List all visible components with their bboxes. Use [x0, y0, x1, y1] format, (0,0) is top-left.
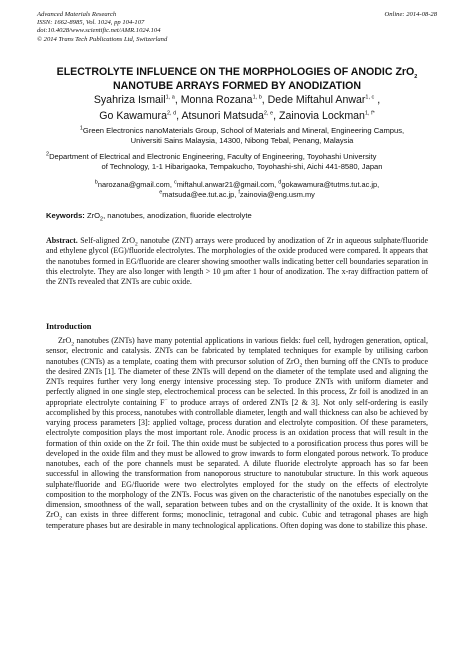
- email-mark: e: [159, 189, 163, 196]
- body-text: to produce arrays of ordered ZNTs [2 & 3]. Not only self-ordering is easily accomplished by this process, nanotubes with controllable diameter, length and wall thickness can also be achieved by varying process parameters [3]: applied voltage, process duration and electrolyte composition. Of these parameters, electrolyte composition plays the most important role. Anodic process is an oxidation process that will result in the formation of thin oxide on the Zr foil. The thin oxide must be subjected to a porosification process thus pores will be developed in the oxide film and they must be allowed to grow inwards to form elongated porous network. To produce nanotubes, each of the pore channels must be separated. A dilute fluoride electrolyte approach has so far been successful in allowing the transformation from nanoporous structure to nanotubular structure. In this work aqueous sulphate/fluoride and EG/fluoride were two electrolytes employed for the study on the effects of electrolyte composition to the morphology of the ZNTs. Focus was given on the characteristic of the nanotubes especially on the dimension, smoothness of the wall, separation between tubes and on the crystallinity of the oxide. It is known that ZrO: [46, 397, 428, 520]
- body-subscript: 2: [59, 515, 63, 522]
- author-name: Go Kawamura: [99, 110, 167, 122]
- journal-name: Advanced Materials Research: [37, 11, 117, 18]
- affiliation-1: [46, 126, 438, 146]
- abstract-label: Abstract.: [46, 236, 78, 245]
- author-affil-mark: 1, c: [365, 94, 375, 101]
- email-mark: c: [173, 179, 177, 186]
- body-superscript: −: [164, 396, 168, 403]
- email: zainovia@eng.usm.my: [239, 190, 315, 199]
- abstract-subscript: 2: [135, 241, 138, 248]
- author-list-line-2: [30, 109, 444, 123]
- journal-issn: ISSN: 1662-8985, Vol. 1024, pp 104-107: [37, 19, 145, 27]
- author-name: , Atsunori Matsuda: [176, 110, 264, 122]
- author-list: [30, 93, 444, 107]
- journal-header: [37, 11, 437, 44]
- author-name: [99, 110, 375, 122]
- keywords-subscript: 2: [100, 216, 104, 223]
- body-subscript: 2: [71, 341, 75, 348]
- abstract-text-rest: nanotube (ZNT) arrays were produced by anodization of Zr in aqueous sulphate/fluoride and ethylene glycol (EG)/fluoride electrolytes. The morphologies of the oxide produced were compared. It appears that the nanotubes formed in EG/fluoride are clearer showing smoother walls indicating better cell boundaries separation in this electrolyte. They are also longer with length > 10 μm after 1 hour of anodization. The x-ray diffraction pattern of the ZNTs revealed that ZNTs are cubic oxide.: [46, 236, 428, 287]
- email-mark: d: [278, 179, 282, 186]
- journal-copyright: © 2014 Trans Tech Publications Ltd, Switzerland: [37, 35, 168, 43]
- abstract: [46, 236, 428, 287]
- title-line-2: NANOTUBE ARRAYS FORMED BY ANODIZATION: [113, 80, 361, 92]
- author-affil-mark: 1, a: [165, 94, 175, 101]
- body-text: nanotubes (ZNTs) have many potential applications in various fields: fuel cell, hydrogen generation, optical, sensor, electronic and catalysis. ZNTs can be fabricated by templated techniques for example by utilising carbon nanotubes (CNTs) as a template, coating them with precursor solution of ZrO: [46, 336, 428, 366]
- keywords-text-rest: , nanotubes, anodization, fluoride electrolyte: [103, 211, 252, 220]
- keywords-label: Keywords:: [46, 211, 87, 220]
- body-text: can exists in three different forms; monoclinic, tetragonal and cubic. Cubic and tetragonal phases are high temperature phases but are desirable in many technological applications. Often doping was done to stabilize this phase.: [46, 510, 428, 530]
- affil-1-line-2: Universiti Sains Malaysia, 14300, Nibong Tebal, Penang, Malaysia: [130, 136, 354, 145]
- author-name: , Zainovia Lockman: [273, 110, 365, 122]
- email-mark: b: [94, 179, 98, 186]
- affil-mark: 2: [46, 151, 50, 158]
- affil-2-line-1: Department of Electrical and Electronic Engineering, Faculty of Engineering, Toyohashi University: [49, 152, 377, 161]
- author-affil-mark: 2, d: [166, 110, 177, 117]
- affil-2-line-2: of Technology, 1-1 Hibarigaoka, Tempakucho, Toyohashi-shi, Aichi 441-8580, Japan: [101, 162, 383, 171]
- affil-1-line-1: Green Electronics nanoMaterials Group, School of Materials and Mineral, Engineering Campus,: [82, 126, 405, 135]
- email-mark: f: [238, 189, 240, 196]
- body-text: then burning off the CNTs to produce the desired ZNTs [1]. The diameter of these ZNTs will depend on the diameter of the template used and aligning the ZNTs requires further very long energy intensive processing step. To produce ZNTs with uniform diameter and perfectly aligned in one single step, electrochemical process can be selected. In this process, Zr foil is anodized in an appropriate electrolyte containing F: [46, 356, 428, 407]
- journal-doi: doi:10.4028/www.scientific.net/AMR.1024.104: [37, 27, 161, 35]
- introduction-body: [46, 336, 428, 531]
- email-list: [30, 180, 444, 200]
- email: miftahul.anwar21@gmail.com,: [176, 180, 279, 189]
- author-name: , Monna Rozana: [174, 94, 253, 106]
- email: gokawamura@tutms.tut.ac.jp,: [281, 180, 380, 189]
- keywords: [46, 211, 438, 221]
- body-text: ZrO: [58, 336, 72, 345]
- author-separator: ,: [377, 94, 381, 106]
- section-heading: Introduction: [46, 322, 92, 331]
- author-name: Syahriza Ismail: [93, 94, 166, 106]
- author-affil-mark: 1, f*: [364, 110, 375, 117]
- author-affil-mark: 1, b: [252, 94, 262, 101]
- online-date: Online: 2014-08-28: [384, 11, 437, 18]
- title-subscript: 2: [414, 74, 418, 81]
- affiliation-2: [46, 152, 438, 172]
- email: narozana@gmail.com,: [97, 180, 174, 189]
- abstract-text: Self-aligned ZrO: [77, 236, 136, 245]
- author-affil-mark: 2, e: [263, 110, 274, 117]
- body-subscript: 2: [299, 362, 303, 369]
- affil-mark: 1: [79, 125, 83, 132]
- title-line-1: ELECTROLYTE INFLUENCE ON THE MORPHOLOGIES OF ANODIC ZrO: [56, 66, 415, 78]
- author-name: , Dede Miftahul Anwar: [261, 94, 366, 106]
- paper-title: [30, 65, 444, 93]
- email: matsuda@ee.tut.ac.jp,: [162, 190, 239, 199]
- keywords-text: ZrO: [86, 211, 101, 220]
